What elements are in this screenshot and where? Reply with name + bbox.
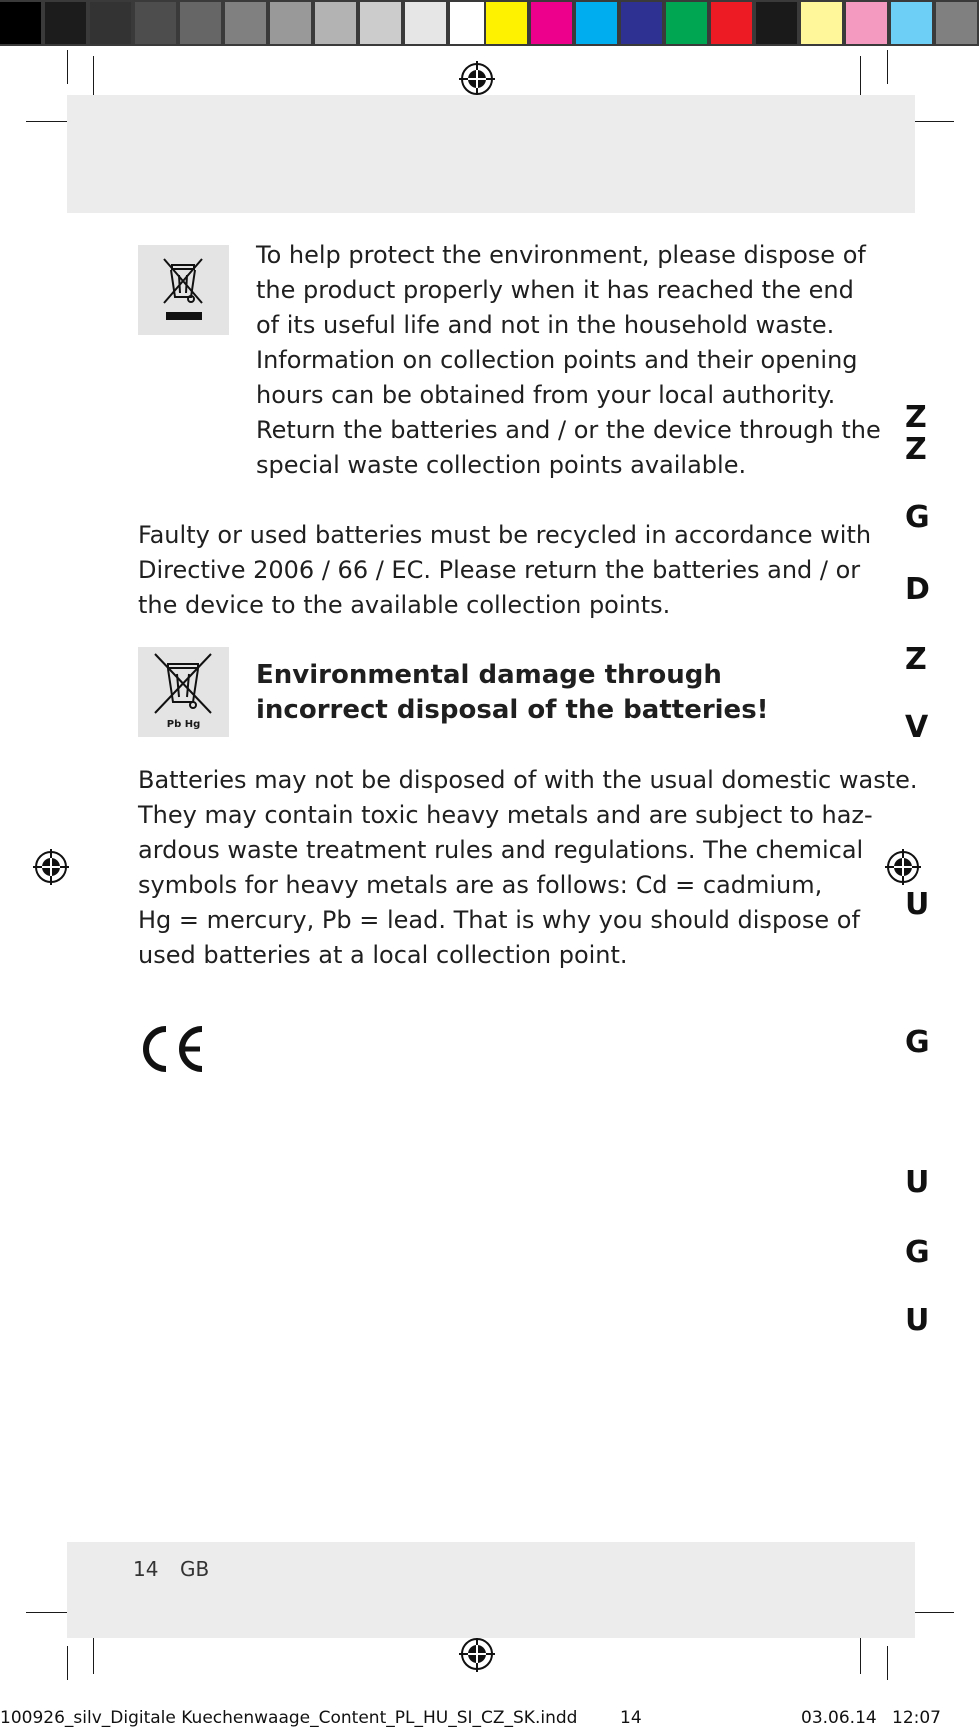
color-swatch <box>709 0 754 46</box>
color-swatch <box>313 0 358 46</box>
text-line: ardous waste treatment rules and regulations. The chemical <box>138 836 864 864</box>
text-line: the product properly when it has reached the end <box>256 276 854 304</box>
text-line: Directive 2006 / 66 / EC. Please return the batteries and / or <box>138 556 861 584</box>
disposal-paragraph <box>256 238 881 483</box>
registration-mark-icon <box>459 1636 495 1672</box>
edge-letter: Z <box>905 642 927 677</box>
color-swatch <box>43 0 88 46</box>
color-swatch <box>889 0 934 46</box>
color-swatch <box>88 0 133 46</box>
text-line: hours can be obtained from your local authority. <box>256 381 836 409</box>
battery-disposal-icon-box <box>138 647 229 737</box>
grayscale-color-bar <box>0 0 493 46</box>
edge-letter: G <box>905 1025 930 1060</box>
color-swatch <box>133 0 178 46</box>
text-line: They may contain toxic heavy metals and are subject to haz- <box>138 801 873 829</box>
color-swatch <box>529 0 574 46</box>
edge-letter: Z <box>905 432 927 467</box>
text-line: special waste collection points available. <box>256 451 747 479</box>
weee-icon-box <box>138 245 229 335</box>
edge-letter: U <box>905 1165 930 1200</box>
color-swatch <box>844 0 889 46</box>
text-line: the device to the available collection points. <box>138 591 671 619</box>
color-swatch <box>403 0 448 46</box>
text-line: Information on collection points and their opening <box>256 346 858 374</box>
edge-letter: U <box>905 1303 930 1338</box>
batteries-paragraph <box>138 518 871 623</box>
language-code: GB <box>180 1557 210 1581</box>
slug-date: 03.06.14 <box>801 1708 877 1728</box>
heading-line: incorrect disposal of the batteries! <box>256 695 769 725</box>
color-swatch <box>664 0 709 46</box>
crop-mark <box>93 56 94 100</box>
registration-mark-icon <box>459 61 495 97</box>
slug-page: 14 <box>620 1708 642 1728</box>
edge-letter: U <box>905 887 930 922</box>
edge-letter: G <box>905 1235 930 1270</box>
edge-letter: Z <box>905 400 927 435</box>
edge-letter: G <box>905 500 930 535</box>
slug-time: 12:07 <box>892 1708 941 1728</box>
crop-mark <box>887 1646 888 1680</box>
color-swatch <box>268 0 313 46</box>
crop-mark <box>67 50 68 84</box>
process-color-bar <box>484 0 979 46</box>
header-band <box>67 95 915 213</box>
edge-letter: V <box>905 710 929 745</box>
text-line: Batteries may not be disposed of with the usual domestic waste. <box>138 766 918 794</box>
color-swatch <box>619 0 664 46</box>
battery-icon-label: Pb Hg <box>166 719 201 730</box>
crop-mark <box>910 121 954 122</box>
heavy-metals-paragraph <box>138 763 930 973</box>
text-line: Hg = mercury, Pb = lead. That is why you should dispose of <box>138 906 860 934</box>
page-number: 14 <box>133 1557 159 1581</box>
color-swatch <box>223 0 268 46</box>
crop-mark <box>67 1646 68 1680</box>
text-line: of its useful life and not in the household waste. <box>256 311 835 339</box>
ce-mark-icon <box>136 1025 206 1073</box>
color-swatch <box>574 0 619 46</box>
crossed-out-bin-icon <box>138 245 229 335</box>
text-line: Faulty or used batteries must be recycled in accordance with <box>138 521 872 549</box>
color-swatch <box>754 0 799 46</box>
registration-mark-icon <box>33 849 69 885</box>
color-swatch <box>178 0 223 46</box>
slug-filename: 100926_silv_Digitale Kuechenwaage_Content_PL_HU_SI_CZ_SK.indd <box>0 1708 578 1728</box>
color-swatch <box>358 0 403 46</box>
warning-heading <box>256 658 769 728</box>
color-swatch <box>934 0 979 46</box>
crop-mark <box>887 50 888 84</box>
text-line: To help protect the environment, please dispose of <box>256 241 866 269</box>
color-swatch <box>484 0 529 46</box>
text-line: Return the batteries and / or the device through the <box>256 416 881 444</box>
heading-line: Environmental damage through <box>256 660 722 690</box>
text-line: used batteries at a local collection point. <box>138 941 628 969</box>
crop-mark <box>910 1612 954 1613</box>
edge-letter: D <box>905 572 930 607</box>
color-swatch <box>799 0 844 46</box>
color-swatch <box>0 0 43 46</box>
text-line: symbols for heavy metals are as follows: Cd = cadmium, <box>138 871 823 899</box>
crop-mark <box>860 56 861 100</box>
